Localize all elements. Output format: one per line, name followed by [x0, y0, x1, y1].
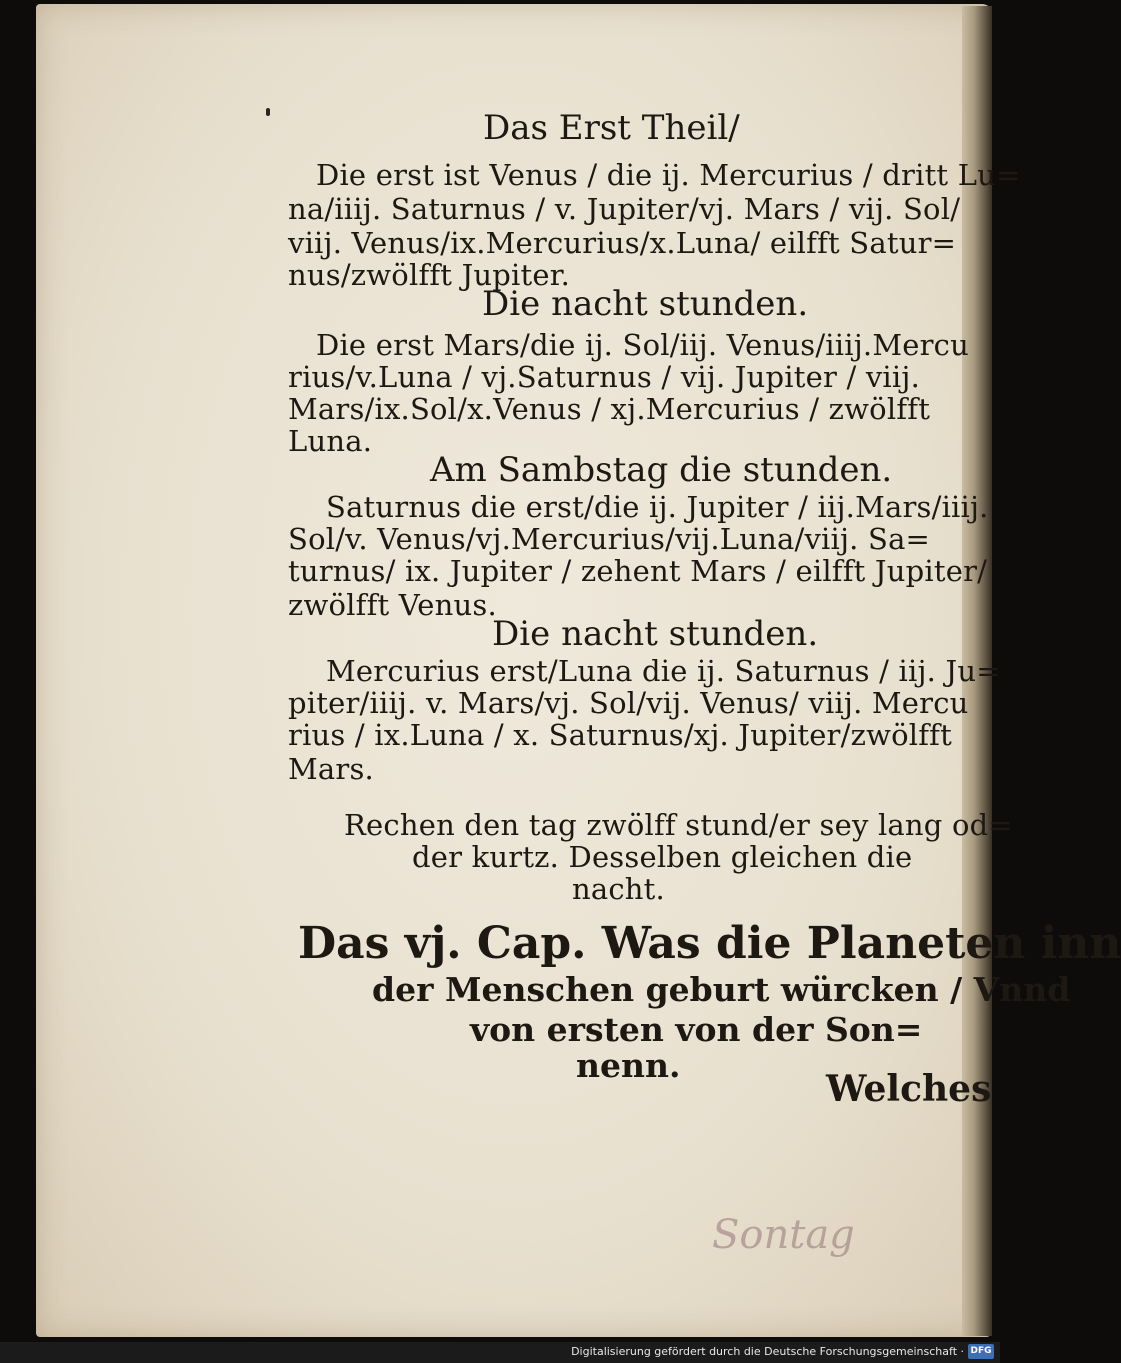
- funding-credit: Digitalisierung gefördert durch die Deutsche Forschungsgemeinschaft ·: [571, 1345, 964, 1358]
- text-line: piter/iiij. v. Mars/vj. Sol/vij. Venus/ viij. Mercu: [288, 686, 969, 720]
- dfg-logo: DFG: [968, 1344, 994, 1359]
- text-line: zwölfft Venus.: [288, 588, 497, 622]
- text-line: Luna.: [288, 424, 373, 458]
- text-line: Mars.: [288, 752, 374, 786]
- text-line: nacht.: [572, 872, 665, 906]
- text-line: Die erst ist Venus / die ij. Mercurius / dritt Lu=: [316, 158, 1021, 192]
- text-line: nus/zwölfft Jupiter.: [288, 258, 571, 292]
- text-line: Saturnus die erst/die ij. Jupiter / iij.Mars/iiij.: [326, 490, 989, 524]
- chapter-heading-line: der Menschen geburt würcken / Vnnd: [372, 970, 1071, 1009]
- text-line: Rechen den tag zwölff stund/er sey lang od=: [344, 808, 1013, 842]
- handwritten-note: Sontag: [712, 1212, 855, 1258]
- chapter-heading-line: von ersten von der Son=: [470, 1010, 923, 1049]
- heading-nacht-stunden-2: Die nacht stunden.: [492, 614, 819, 654]
- text-line: der kurtz. Desselben gleichen die: [412, 840, 913, 874]
- heading-nacht-stunden: Die nacht stunden.: [482, 284, 809, 324]
- text-line: viij. Venus/ix.Mercurius/x.Luna/ eilfft Satur=: [288, 226, 957, 260]
- heading-erst-theil: Das Erst Theil/: [483, 108, 740, 148]
- ink-mark: [266, 108, 270, 116]
- catchword: Welches: [826, 1068, 992, 1110]
- text-line: turnus/ ix. Jupiter / zehent Mars / eilfft Jupiter/: [288, 554, 988, 588]
- text-line: Die erst Mars/die ij. Sol/iij. Venus/iiij.Mercu: [316, 328, 969, 362]
- text-line: Sol/v. Venus/vj.Mercurius/vij.Luna/viij. Sa=: [288, 522, 931, 556]
- heading-sambstag: Am Sambstag die stunden.: [430, 450, 893, 490]
- text-line: Mercurius erst/Luna die ij. Saturnus / iij. Ju=: [326, 654, 1001, 688]
- chapter-heading-line: nenn.: [576, 1046, 681, 1085]
- text-line: na/iiij. Saturnus / v. Jupiter/vj. Mars / vij. Sol/: [288, 192, 961, 226]
- text-line: rius/v.Luna / vj.Saturnus / vij. Jupiter / viij.: [288, 360, 920, 394]
- chapter-heading: Das vj. Cap. Was die Planeten inn: [298, 918, 1121, 969]
- text-line: Mars/ix.Sol/x.Venus / xj.Mercurius / zwölfft: [288, 392, 931, 426]
- text-line: rius / ix.Luna / x. Saturnus/xj. Jupiter/zwölfft: [288, 718, 952, 752]
